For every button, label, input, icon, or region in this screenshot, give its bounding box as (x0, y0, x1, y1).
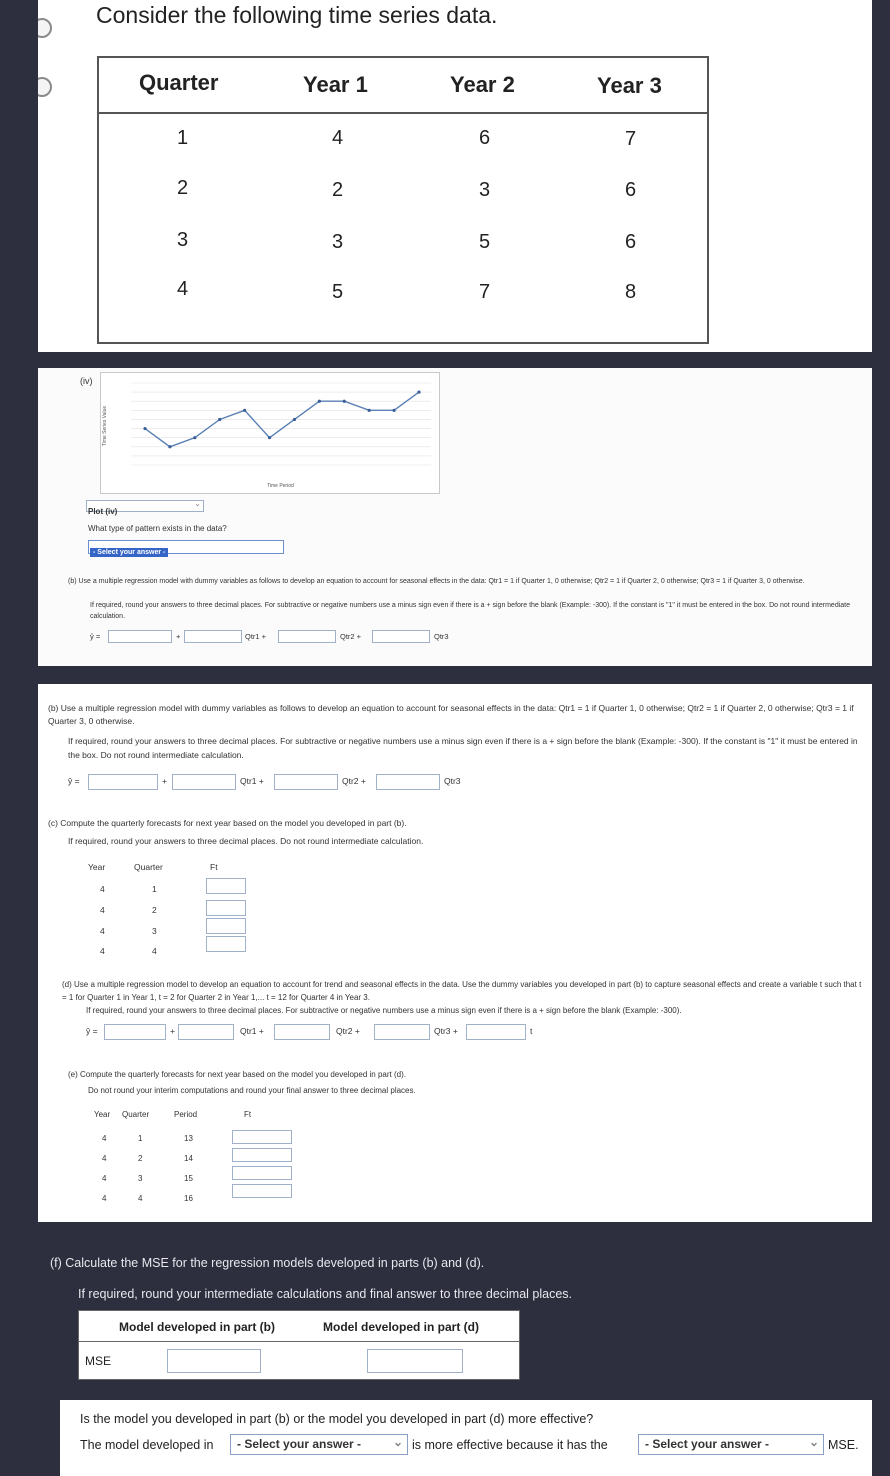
qtr1-label: Qtr1 + (240, 1026, 264, 1036)
cell: 2 (152, 905, 157, 915)
cell: 1 (177, 127, 189, 149)
partb-text: (b) Use a multiple regression model with dummy variables as follows to develop an equation to account for seasonal effects in the data: Qtr1 = 1 if Quarter 1, 0 otherwise; Qtr2 = 1 if Quarter 2, 0 otherwise; Qtr3 = 1 if Quarter 3, 0 otherwise. (48, 703, 854, 726)
col-forecast: Ft (210, 862, 218, 872)
yhat-label: ŷ = (68, 776, 80, 786)
partb-note: If required, round your answers to three decimal places. For subtractive or negative numbers use a minus sign even if there is a + sign before the blank (Example: -300). If the constant is "1" it must be entered in the box. Do not round intermediate calculation. (68, 736, 858, 760)
cell: 15 (184, 1174, 193, 1183)
time-series-panel (38, 0, 872, 352)
cell: 3 (332, 231, 344, 253)
partb-equation-mini (90, 630, 510, 644)
cell: 4 (152, 946, 157, 956)
t-coef-input[interactable] (466, 1024, 526, 1040)
qtr1-coef-input[interactable] (178, 1024, 234, 1040)
parte-note: Do not round your interim computations and round your final answer to three decimal places. (88, 1086, 416, 1095)
forecast-input[interactable] (232, 1166, 292, 1180)
cell: 1 (138, 1134, 143, 1143)
cell: 4 (102, 1174, 107, 1183)
qtr2-coef-input[interactable] (274, 774, 338, 790)
cell: 8 (625, 281, 637, 303)
time-series-chart (101, 373, 439, 493)
cell: 4 (100, 905, 105, 915)
qtr2-label: Qtr2 + (336, 1026, 360, 1036)
time-series-table (97, 56, 709, 344)
data-point (293, 418, 296, 421)
model-select[interactable] (230, 1434, 408, 1455)
cell: 7 (625, 128, 637, 150)
pattern-select-value: - Select your answer - (90, 548, 168, 557)
data-point (368, 409, 371, 412)
header-year-1: Year 1 (303, 72, 368, 97)
constant-input[interactable] (88, 774, 158, 790)
parte-table (94, 1108, 304, 1212)
cell: 2 (332, 179, 344, 201)
plot-panel (38, 368, 872, 666)
chevron-down-icon: ⌄ (808, 1435, 819, 1449)
data-point (218, 418, 221, 421)
qtr2-coef-input[interactable] (274, 1024, 330, 1040)
effectiveness-question: Is the model you developed in part (b) or the model you developed in part (d) more effective? (80, 1412, 594, 1426)
qtr3-label: Qtr3 (444, 776, 461, 786)
plus-label: + (176, 632, 181, 641)
cell: 4 (100, 946, 105, 956)
col-model-d: Model developed in part (d) (323, 1320, 480, 1334)
qtr3-coef-input[interactable] (374, 1024, 430, 1040)
plot-ylabel: Time Series Value (102, 405, 109, 447)
yhat-label: ŷ = (90, 632, 101, 641)
chevron-down-icon: ⌄ (392, 1435, 403, 1449)
sentence-middle: is more effective because it has the (412, 1438, 608, 1452)
effectiveness-panel (60, 1400, 872, 1476)
data-point (268, 436, 271, 439)
col-forecast: Ft (244, 1110, 252, 1119)
cell: 1 (152, 884, 157, 894)
partf-section (0, 1236, 890, 1476)
cell: 16 (184, 1194, 193, 1203)
forecast-input[interactable] (206, 918, 246, 934)
col-period: Period (174, 1110, 198, 1119)
data-point (318, 400, 321, 403)
table-header-row (99, 58, 707, 114)
cell: 2 (177, 177, 189, 199)
cell: 4 (102, 1154, 107, 1163)
sentence-start: The model developed in (80, 1438, 214, 1452)
qtr1-coef-input[interactable] (184, 630, 242, 643)
cell: 2 (138, 1154, 143, 1163)
forecast-input[interactable] (206, 900, 246, 916)
col-quarter: Quarter (134, 862, 163, 872)
partd-text: (d) Use a multiple regression model to develop an equation to account for trend and seasonal effects in the data. Use the dummy variables you developed in part (b) to capture seasonal effects and create a variable t such that t = 1 for Quarter 1 in Year 1, t = 2 for Quarter 2 in Year 1,... t = 12 for Quarter 4 in Year 3. (62, 980, 862, 1002)
data-point (168, 445, 171, 448)
cell: 4 (138, 1194, 143, 1203)
question-text: Consider the following time series data. (96, 2, 498, 28)
cell: 3 (177, 229, 189, 251)
cell: 6 (625, 231, 637, 253)
cell: 13 (184, 1134, 193, 1143)
partc-note: If required, round your answers to three decimal places. Do not round intermediate calculation. (68, 836, 424, 846)
partd-equation (86, 1024, 586, 1042)
qtr2-label: Qtr2 + (340, 632, 362, 641)
cell: 3 (479, 179, 491, 201)
data-point (392, 409, 395, 412)
qtr2-coef-input[interactable] (278, 630, 336, 643)
cell: 3 (138, 1174, 143, 1183)
col-model-b: Model developed in part (b) (119, 1320, 276, 1334)
cell: 4 (102, 1194, 107, 1203)
cell: 4 (100, 884, 105, 894)
partc-table (88, 860, 258, 956)
forecast-input[interactable] (206, 878, 246, 894)
yhat-label: ŷ = (86, 1026, 98, 1036)
partc-text: (c) Compute the quarterly forecasts for next year based on the model you developed in part (b). (48, 818, 407, 828)
partb-equation (68, 774, 528, 792)
cell: 6 (479, 127, 491, 149)
radio-option-1[interactable] (38, 18, 52, 38)
qtr1-coef-input[interactable] (172, 774, 236, 790)
mse-row-label: MSE (85, 1354, 112, 1368)
pattern-select[interactable] (88, 540, 284, 554)
chevron-down-icon: ⌄ (194, 499, 201, 508)
data-point (243, 409, 246, 412)
qtr3-label: Qtr3 + (434, 1026, 458, 1036)
cell: 6 (625, 179, 637, 201)
cell: 4 (102, 1134, 107, 1143)
qtr3-label: Qtr3 (434, 632, 449, 641)
mse-table (78, 1310, 520, 1380)
parte-text: (e) Compute the quarterly forecasts for next year based on the model you developed in part (d). (68, 1070, 406, 1079)
cell: 3 (152, 926, 157, 936)
partf-note: If required, round your intermediate calculations and final answer to three decimal places. (78, 1287, 573, 1301)
qtr3-coef-input[interactable] (372, 630, 430, 643)
forecast-input[interactable] (232, 1130, 292, 1144)
qtr3-coef-input[interactable] (376, 774, 440, 790)
col-year: Year (94, 1110, 111, 1119)
qtr2-label: Qtr2 + (342, 776, 366, 786)
plot-roman-label: (iv) (80, 376, 93, 386)
plus-label: + (162, 776, 167, 786)
data-point (143, 427, 146, 430)
plus-label: + (170, 1026, 175, 1036)
mse-header-row (79, 1311, 519, 1342)
header-year-2: Year 2 (450, 72, 515, 97)
plot-xlabel: Time Period (267, 483, 294, 489)
forecast-input[interactable] (232, 1148, 292, 1162)
plot-label: Plot (iv) (88, 507, 118, 516)
cell: 5 (479, 231, 491, 253)
cell: 4 (332, 127, 344, 149)
mse-d-input[interactable] (367, 1349, 463, 1373)
col-quarter: Quarter (122, 1110, 150, 1119)
model-select-value: - Select your answer - (237, 1437, 362, 1451)
constant-input[interactable] (108, 630, 172, 643)
mse-b-input[interactable] (167, 1349, 261, 1373)
parts-panel (38, 684, 872, 1222)
sentence-end: MSE. (828, 1438, 859, 1452)
t-label: t (530, 1026, 533, 1036)
cell: 4 (177, 278, 189, 300)
data-point (193, 436, 196, 439)
cell: 4 (100, 926, 105, 936)
header-year-3: Year 3 (597, 73, 662, 98)
partb-note-mini: If required, round your answers to three decimal places. For subtractive or negative numbers use a minus sign even if there is a + sign before the blank (Example: -300). If the constant is "1" it must be entered in the box. Do not round intermediate calculation. (90, 602, 851, 620)
partd-note: If required, round your answers to three decimal places. For subtractive or negative numbers use a minus sign even if there is a + sign before the blank (Example: -300). (86, 1006, 682, 1015)
col-year: Year (88, 862, 106, 872)
forecast-input[interactable] (206, 936, 246, 952)
qtr1-label: Qtr1 + (245, 632, 267, 641)
pattern-question: What type of pattern exists in the data? (88, 524, 227, 533)
cell: 7 (479, 281, 491, 303)
mse-compare-select[interactable] (638, 1434, 824, 1455)
forecast-input[interactable] (232, 1184, 292, 1198)
radio-option-2[interactable] (38, 77, 52, 97)
data-point (343, 400, 346, 403)
partf-text: (f) Calculate the MSE for the regression models developed in parts (b) and (d). (50, 1256, 485, 1270)
plot-frame (100, 372, 440, 494)
qtr1-label: Qtr1 + (240, 776, 264, 786)
data-point (417, 391, 420, 394)
header-quarter: Quarter (139, 70, 219, 95)
cell: 14 (184, 1154, 193, 1163)
partb-text-mini: (b) Use a multiple regression model with dummy variables as follows to develop an equation to account for seasonal effects in the data: Qtr1 = 1 if Quarter 1, 0 otherwise; Qtr2 = 1 if Quarter 2, 0 otherwise; Qtr3 = 1 if Quarter 3, 0 otherwise. (68, 578, 805, 585)
mse-compare-select-value: - Select your answer - (645, 1437, 770, 1451)
constant-input[interactable] (104, 1024, 166, 1040)
cell: 5 (332, 281, 344, 303)
